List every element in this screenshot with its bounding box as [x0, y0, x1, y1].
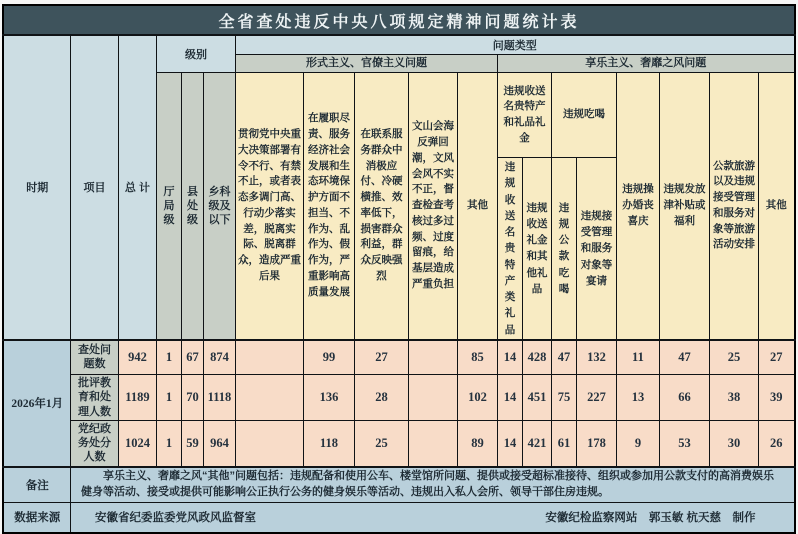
header-formalism-col-4: 文山会海反弹回潮，文风会风不实不正，督查检查考核过多过频、过度留痕，给基层造成严重负担	[408, 73, 457, 340]
data-cell: 1118	[203, 374, 235, 420]
data-cell: 942	[118, 340, 156, 375]
data-cell	[235, 420, 303, 466]
data-cell: 70	[181, 374, 203, 420]
data-cell	[235, 374, 303, 420]
row-label-disciplined: 党纪政务处分人数	[70, 420, 118, 466]
data-cell: 132	[576, 340, 616, 375]
header-total: 总 计	[118, 35, 156, 340]
source-label: 数据来源	[3, 502, 70, 533]
data-cell: 421	[522, 420, 551, 466]
data-cell: 47	[551, 340, 576, 375]
data-cell: 11	[616, 340, 659, 375]
credit-text: 安徽纪检监察网站 郭玉敏 杭天慈 制作	[545, 512, 756, 525]
header-formalism-other: 其他	[457, 73, 497, 340]
data-cell: 9	[616, 420, 659, 466]
data-cell: 53	[659, 420, 709, 466]
header-public-travel: 公款旅游以及违规接受管理和服务对象等旅游活动安排	[709, 73, 758, 340]
data-cell: 28	[354, 374, 408, 420]
data-cell: 39	[758, 374, 794, 420]
header-formalism-group: 形式主义、官僚主义问题	[235, 55, 497, 73]
data-cell: 99	[303, 340, 354, 375]
data-cell: 89	[457, 420, 497, 466]
data-cell: 25	[709, 340, 758, 375]
data-cell: 61	[551, 420, 576, 466]
header-hedonism-group: 享乐主义、奢靡之风问题	[497, 55, 794, 73]
data-cell: 75	[551, 374, 576, 420]
data-cell: 38	[709, 374, 758, 420]
data-cell: 874	[203, 340, 235, 375]
data-cell: 25	[354, 420, 408, 466]
remark-label: 备注	[3, 467, 70, 503]
data-cell: 136	[303, 374, 354, 420]
header-gifts-cash: 违规收送礼金和其他礼品	[522, 158, 551, 340]
data-cell: 118	[303, 420, 354, 466]
page-title: 全省查处违反中央八项规定精神问题统计表	[3, 5, 794, 35]
header-allowances: 违规发放津补贴或福利	[659, 73, 709, 340]
data-cell: 67	[181, 340, 203, 375]
header-level-county: 县处级	[181, 73, 203, 340]
data-cell: 1189	[118, 374, 156, 420]
data-cell	[408, 374, 457, 420]
header-formalism-col-3: 在联系服务群众中消极应付、冷硬横推、效率低下，损害群众利益，群众反映强烈	[354, 73, 408, 340]
header-problem-type-group: 问题类型	[235, 35, 794, 55]
data-cell: 14	[497, 374, 522, 420]
data-cell	[408, 340, 457, 375]
header-hedonism-other: 其他	[758, 73, 794, 340]
data-cell: 1024	[118, 420, 156, 466]
header-level-bureau: 厅局级	[156, 73, 181, 340]
header-project: 项目	[70, 35, 118, 340]
data-cell: 102	[457, 374, 497, 420]
data-cell: 59	[181, 420, 203, 466]
data-cell: 178	[576, 420, 616, 466]
data-cell: 428	[522, 340, 551, 375]
row-label-criticized: 批评教育和处理人数	[70, 374, 118, 420]
header-gifts-specialty: 违规收送名贵特产类礼品	[497, 158, 522, 340]
header-wedding-funeral: 违规操办婚丧喜庆	[616, 73, 659, 340]
data-cell: 1	[156, 374, 181, 420]
data-cell: 1	[156, 420, 181, 466]
data-cell: 1	[156, 340, 181, 375]
data-cell: 30	[709, 420, 758, 466]
header-dining-banquets: 违规接受管理和服务对象等宴请	[576, 158, 616, 340]
data-cell: 964	[203, 420, 235, 466]
statistics-table	[2, 4, 795, 534]
data-cell: 26	[758, 420, 794, 466]
data-cell: 227	[576, 374, 616, 420]
header-formalism-col-1: 贯彻党中央重大决策部署有令不行、有禁不止，或者表态多调门高、行动少落实差，脱离实际、脱离群众，造成严重后果	[235, 73, 303, 340]
header-formalism-col-2: 在履职尽责、服务经济社会发展和生态环境保护方面不担当、不作为、乱作为、假作为，严重影响高质量发展	[303, 73, 354, 340]
data-cell: 47	[659, 340, 709, 375]
data-cell: 27	[758, 340, 794, 375]
header-dining-group: 违规吃喝	[551, 73, 616, 158]
header-level-group: 级别	[156, 35, 235, 73]
data-cell	[235, 340, 303, 375]
header-period: 时期	[3, 35, 70, 340]
header-gifts-group: 违规收送名贵特产和礼品礼金	[497, 73, 551, 158]
source-text: 安徽省纪委监委党风政风监督室	[94, 512, 256, 525]
source-row	[70, 502, 794, 533]
data-cell: 13	[616, 374, 659, 420]
data-cell: 66	[659, 374, 709, 420]
data-cell	[408, 420, 457, 466]
remark-text: 享乐主义、奢靡之风“其他”问题包括：违规配备和使用公车、楼堂馆所问题、提供或接受超标准接待、组织或参加用公款支付的高消费娱乐健身等活动、接受或提供可能影响公正执行公务的健身娱乐等活动、违规出入私人会所、领导干部住房违规。	[70, 467, 794, 503]
data-cell: 85	[457, 340, 497, 375]
data-cell: 14	[497, 340, 522, 375]
data-cell: 451	[522, 374, 551, 420]
period-value: 2026年1月	[3, 340, 70, 467]
header-level-township: 乡科级及以下	[203, 73, 235, 340]
data-cell: 14	[497, 420, 522, 466]
data-cell: 27	[354, 340, 408, 375]
header-dining-public-funds: 违规公款吃喝	[551, 158, 576, 340]
row-label-problems: 查处问题数	[70, 340, 118, 375]
